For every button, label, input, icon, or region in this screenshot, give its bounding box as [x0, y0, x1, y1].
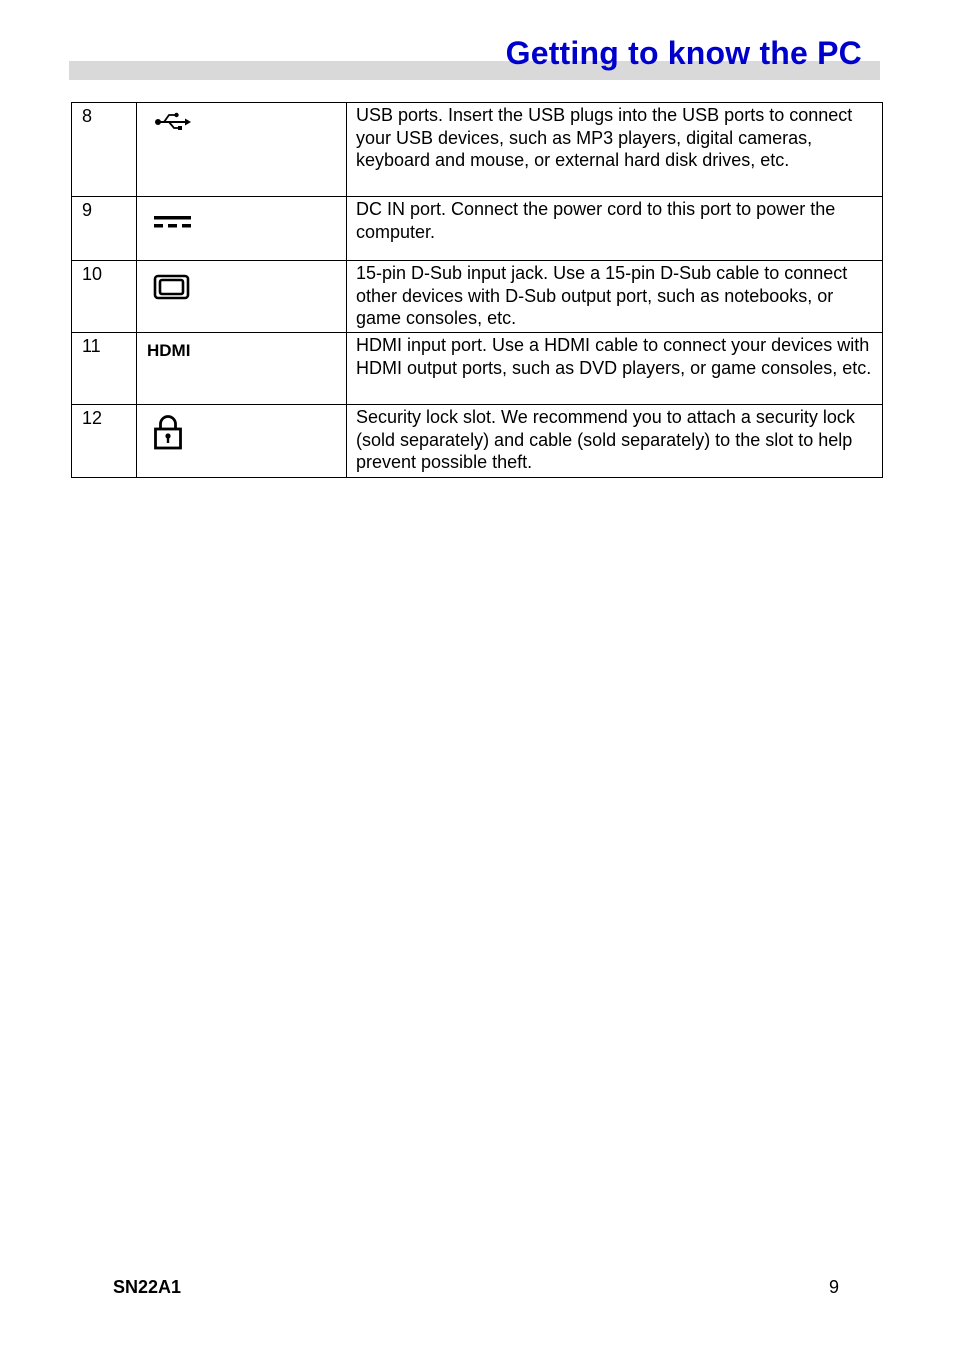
lock-icon	[153, 411, 346, 451]
vga-port-icon	[153, 267, 346, 301]
row-description: HDMI input port. Use a HDMI cable to connect your devices with HDMI output ports, such as DVD players, or game consoles, etc.	[347, 333, 883, 405]
footer-model: SN22A1	[113, 1277, 182, 1297]
row-number: 9	[72, 197, 137, 261]
row-number: 8	[72, 103, 137, 197]
ports-table	[71, 102, 883, 478]
row-number: 11	[72, 333, 137, 405]
row-number: 12	[72, 405, 137, 478]
row-description: Security lock slot. We recommend you to attach a security lock (sold separately) and cable (sold separately) to the slot to help prevent possible theft.	[347, 405, 883, 478]
row-number: 10	[72, 261, 137, 333]
hdmi-label: HDMI	[147, 341, 191, 360]
table-row	[72, 333, 883, 405]
footer-page-number: 9	[829, 1277, 840, 1297]
page-title: Getting to know the PC	[505, 35, 862, 71]
table-row	[72, 405, 883, 478]
table-row	[72, 261, 883, 333]
row-description: DC IN port. Connect the power cord to this port to power the computer.	[347, 197, 883, 261]
row-description: USB ports. Insert the USB plugs into the USB ports to connect your USB devices, such as MP3 players, digital cameras, keyboard and mouse, or external hard disk drives, etc.	[347, 103, 883, 197]
table-row	[72, 103, 883, 197]
table-row	[72, 197, 883, 261]
dc-in-icon	[153, 203, 346, 229]
row-description: 15-pin D-Sub input jack. Use a 15-pin D-Sub cable to connect other devices with D-Sub output port, such as notebooks, or game consoles, etc.	[347, 261, 883, 333]
usb-icon	[153, 109, 346, 133]
